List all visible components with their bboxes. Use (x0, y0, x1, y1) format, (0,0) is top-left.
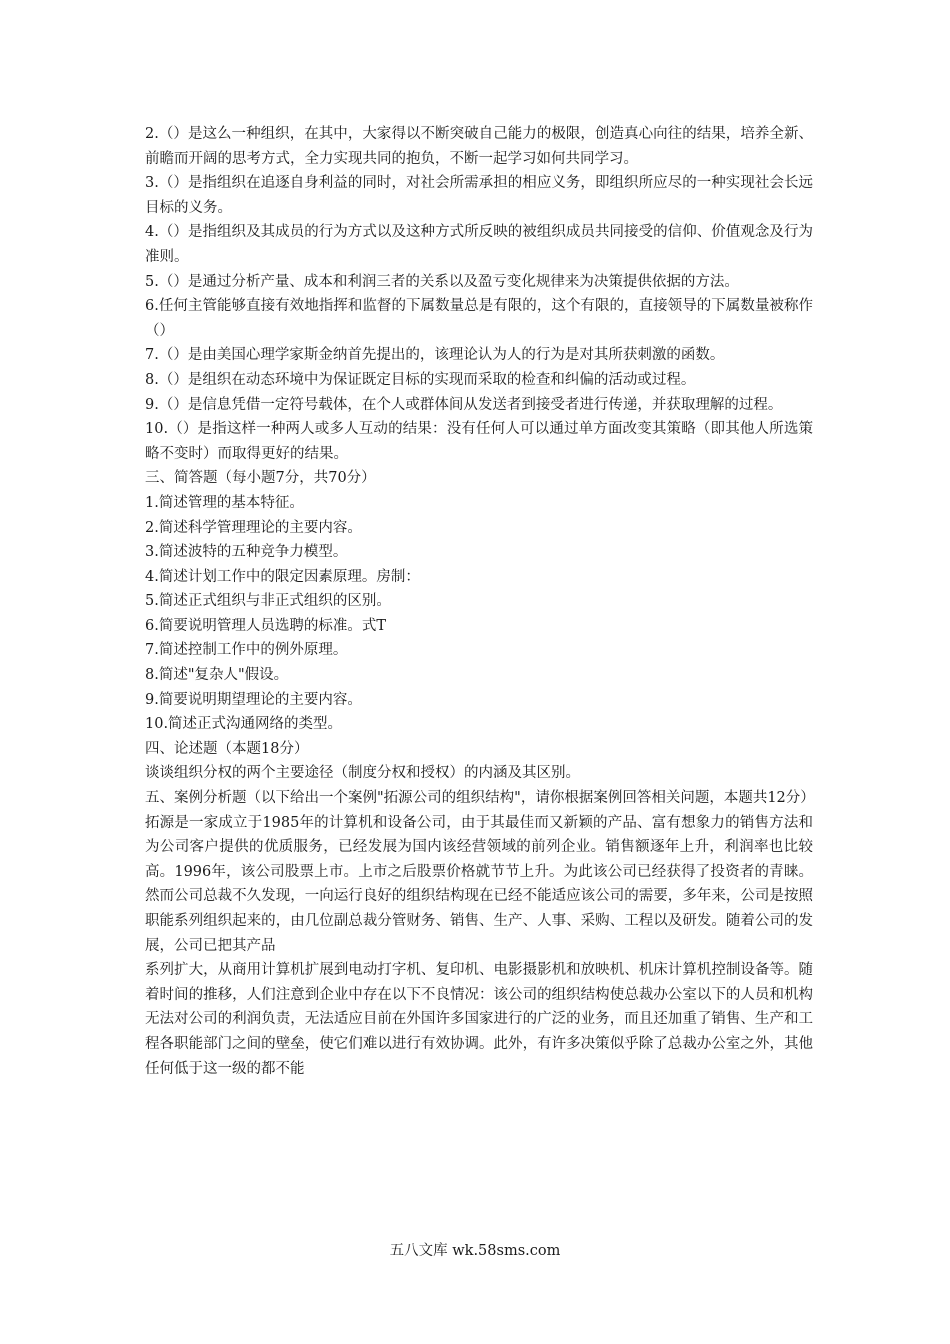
short-answer-item-5: 5.简述正式组织与非正式组织的区别。 (145, 593, 391, 610)
document-body (145, 122, 813, 1081)
short-answer-item-3: 3.简述波特的五种竞争力模型。 (145, 544, 348, 561)
short-answer-heading: 三、简答题（每小题7分，共70分） (145, 470, 376, 487)
footer-watermark: 五八文库 wk.58sms.com (389, 1243, 561, 1259)
question-4: 4.（）是指组织及其成员的行为方式以及这种方式所反映的被组织成员共同接受的信仰、价值观念及行为准则。 (145, 224, 813, 265)
question-7: 7.（）是由美国心理学家斯金纳首先提出的，该理论认为人的行为是对其所获刺激的函数。 (145, 347, 725, 364)
question-9: 9.（）是信息凭借一定符号载体，在个人或群体间从发送者到接受者进行传递，并获取理解的过程。 (145, 396, 783, 413)
short-answer-item-2: 2.简述科学管理理论的主要内容。 (145, 519, 362, 536)
question-10: 10.（）是指这样一种两人或多人互动的结果：没有任何人可以通过单方面改变其策略（即其他人所选策略不变时）而取得更好的结果。 (145, 421, 813, 462)
short-answer-item-6: 6.简要说明管理人员选聘的标准。式T (145, 617, 387, 634)
essay-question: 谈谈组织分权的两个主要途径（制度分权和授权）的内涵及其区别。 (145, 765, 580, 782)
question-8: 8.（）是组织在动态环境中为保证既定目标的实现而采取的检查和纠偏的活动或过程。 (145, 371, 696, 388)
short-answer-item-8: 8.简述"复杂人"假设。 (145, 667, 289, 684)
short-answer-item-9: 9.简要说明期望理论的主要内容。 (145, 691, 362, 708)
short-answer-item-1: 1.简述管理的基本特征。 (145, 494, 304, 511)
question-2: 2.（）是这么一种组织，在其中，大家得以不断突破自己能力的极限，创造真心向往的结果，培养全新、前瞻而开阔的思考方式，全力实现共同的抱负，不断一起学习如何共同学习。 (145, 126, 813, 167)
question-3: 3.（）是指组织在追逐自身利益的同时，对社会所需承担的相应义务，即组织所应尽的一种实现社会长远目标的义务。 (145, 175, 813, 216)
case-paragraph-2: 系列扩大，从商用计算机扩展到电动打字机、复印机、电影摄影机和放映机、机床计算机控制设备等。随着时间的推移，人们注意到企业中存在以下不良情况：该公司的组织结构使总裁办公室以下的人员和机构无法对公司的利润负责，无法适应目前在外国许多国家进行的广泛的业务，而且还加重了销售、生产和工程各职能部门之间的壁垒，使它们难以进行有效协调。此外，有许多决策似乎除了总裁办公室之外，其他任何低于这一级的都不能 (145, 962, 813, 1077)
essay-heading: 四、论述题（本题18分） (145, 740, 309, 757)
short-answer-item-7: 7.简述控制工作中的例外原理。 (145, 642, 348, 659)
question-5: 5.（）是通过分析产量、成本和利润三者的关系以及盈亏变化规律来为决策提供依据的方法。 (145, 273, 739, 290)
short-answer-item-10: 10.简述正式沟通网络的类型。 (145, 716, 343, 733)
case-heading: 五、案例分析题（以下给出一个案例"拓源公司的组织结构"，请你根据案例回答相关问题，本题共12分） (145, 790, 815, 807)
short-answer-item-4: 4.简述计划工作中的限定因素原理。房制： (145, 568, 420, 585)
case-paragraph-1: 拓源是一家成立于1985年的计算机和设备公司，由于其最佳而又新颖的产品、富有想象力的销售方法和为公司客户提供的优质服务，已经发展为国内该经营领域的前列企业。销售额逐年上升，利润率也比较高。1996年，该公司股票上市。上市之后股票价格就节节上升。为此该公司已经获得了投资者的青睐。然而公司总裁不久发现，一向运行良好的组织结构现在已经不能适应该公司的需要，多年来，公司是按照职能系列组织起来的，由几位副总裁分管财务、销售、生产、人事、采购、工程以及研发。随着公司的发展，公司已把其产品 (145, 814, 813, 954)
question-6: 6.任何主管能够直接有效地指挥和监督的下属数量总是有限的，这个有限的，直接领导的下属数量被称作（） (145, 298, 813, 339)
